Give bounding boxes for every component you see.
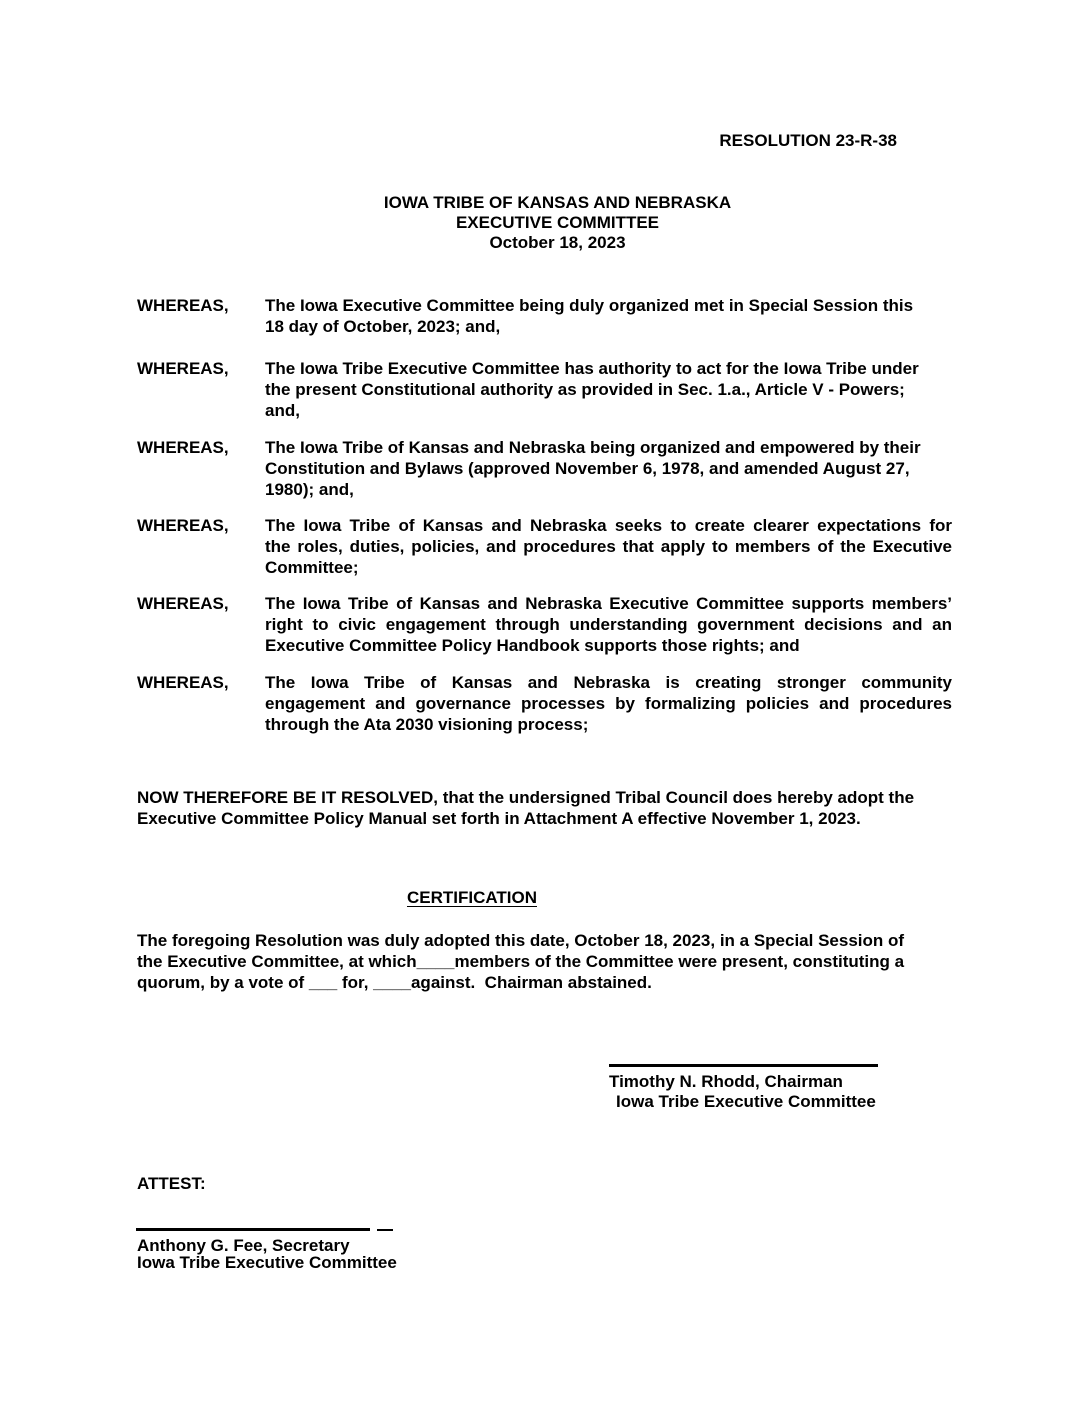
resolution-number: RESOLUTION 23-R-38 [719,131,897,150]
document-title-block [0,193,1088,253]
text-line: Executive Committee Policy Manual set forth in Attachment A effective November 1, 2023. [137,809,861,828]
whereas-label: WHEREAS, [137,673,229,692]
whereas-label: WHEREAS, [137,359,229,378]
text-line: quorum, by a vote of ___ for, ____against. Chairman abstained. [137,973,652,992]
certification-heading [137,887,807,908]
text-line: The Iowa Tribe of Kansas and Nebraska Executive Committee supports members’ [265,594,952,613]
text-line: The Iowa Tribe of Kansas and Nebraska seeks to create clearer expectations for [265,516,952,535]
whereas-label: WHEREAS, [137,296,229,315]
text-line: 18 day of October, 2023; and, [265,317,501,336]
tribe-name: IOWA TRIBE OF KANSAS AND NEBRASKA [383,193,732,212]
resolved-clause [137,787,953,829]
text-line: Executive Committee Policy Handbook supports those rights; and [265,636,800,655]
whereas-label: WHEREAS, [137,594,229,613]
attest-signature-line [136,1228,370,1231]
text-line: the present Constitutional authority as provided in Sec. 1.a., Article V - Powers; [265,380,905,399]
certification-heading-text: CERTIFICATION [406,888,537,907]
text-line: Constitution and Bylaws (approved November 6, 1978, and amended August 27, [265,459,910,478]
text-line: right to civic engagement through understanding government decisions and an [265,615,952,634]
whereas-body [265,515,952,578]
chairman-name: Timothy N. Rhodd, Chairman [609,1072,843,1091]
whereas-body [265,593,952,656]
whereas-body [265,295,952,337]
chairman-affiliation: Iowa Tribe Executive Committee [616,1092,876,1111]
text-line: 1980); and, [265,480,354,499]
text-line: The Iowa Tribe of Kansas and Nebraska is creating stronger community [265,673,952,692]
attest-signature-line-tail [377,1229,393,1231]
document-date: October 18, 2023 [489,233,626,252]
text-line: through the Ata 2030 visioning process; [265,715,589,734]
text-line: Committee; [265,558,359,577]
text-line: The Iowa Tribe of Kansas and Nebraska being organized and empowered by their [265,438,921,457]
whereas-body [265,358,952,421]
text-line: the Executive Committee, at which____members of the Committee were present, constituting a [137,952,905,971]
certification-paragraph [137,930,953,993]
text-line: NOW THEREFORE BE IT RESOLVED, that the undersigned Tribal Council does hereby adopt the [137,788,915,807]
whereas-label: WHEREAS, [137,516,229,535]
whereas-body [265,437,952,500]
text-line: The Iowa Tribe Executive Committee has authority to act for the Iowa Tribe under [265,359,919,378]
text-line: engagement and governance processes by formalizing policies and procedures [265,694,952,713]
committee-name: EXECUTIVE COMMITTEE [455,213,660,232]
secretary-affiliation: Iowa Tribe Executive Committee [137,1253,397,1272]
whereas-body [265,672,952,735]
attest-label: ATTEST: [137,1174,206,1193]
chairman-signature-line [609,1064,878,1067]
text-line: and, [265,401,300,420]
text-line: the roles, duties, policies, and procedures that apply to members of the Executive [265,537,952,556]
secretary-name: Anthony G. Fee, Secretary [137,1236,350,1255]
text-line: The foregoing Resolution was duly adopted this date, October 18, 2023, in a Special Session of [137,931,905,950]
text-line: The Iowa Executive Committee being duly organized met in Special Session this [265,296,914,315]
whereas-label: WHEREAS, [137,438,229,457]
